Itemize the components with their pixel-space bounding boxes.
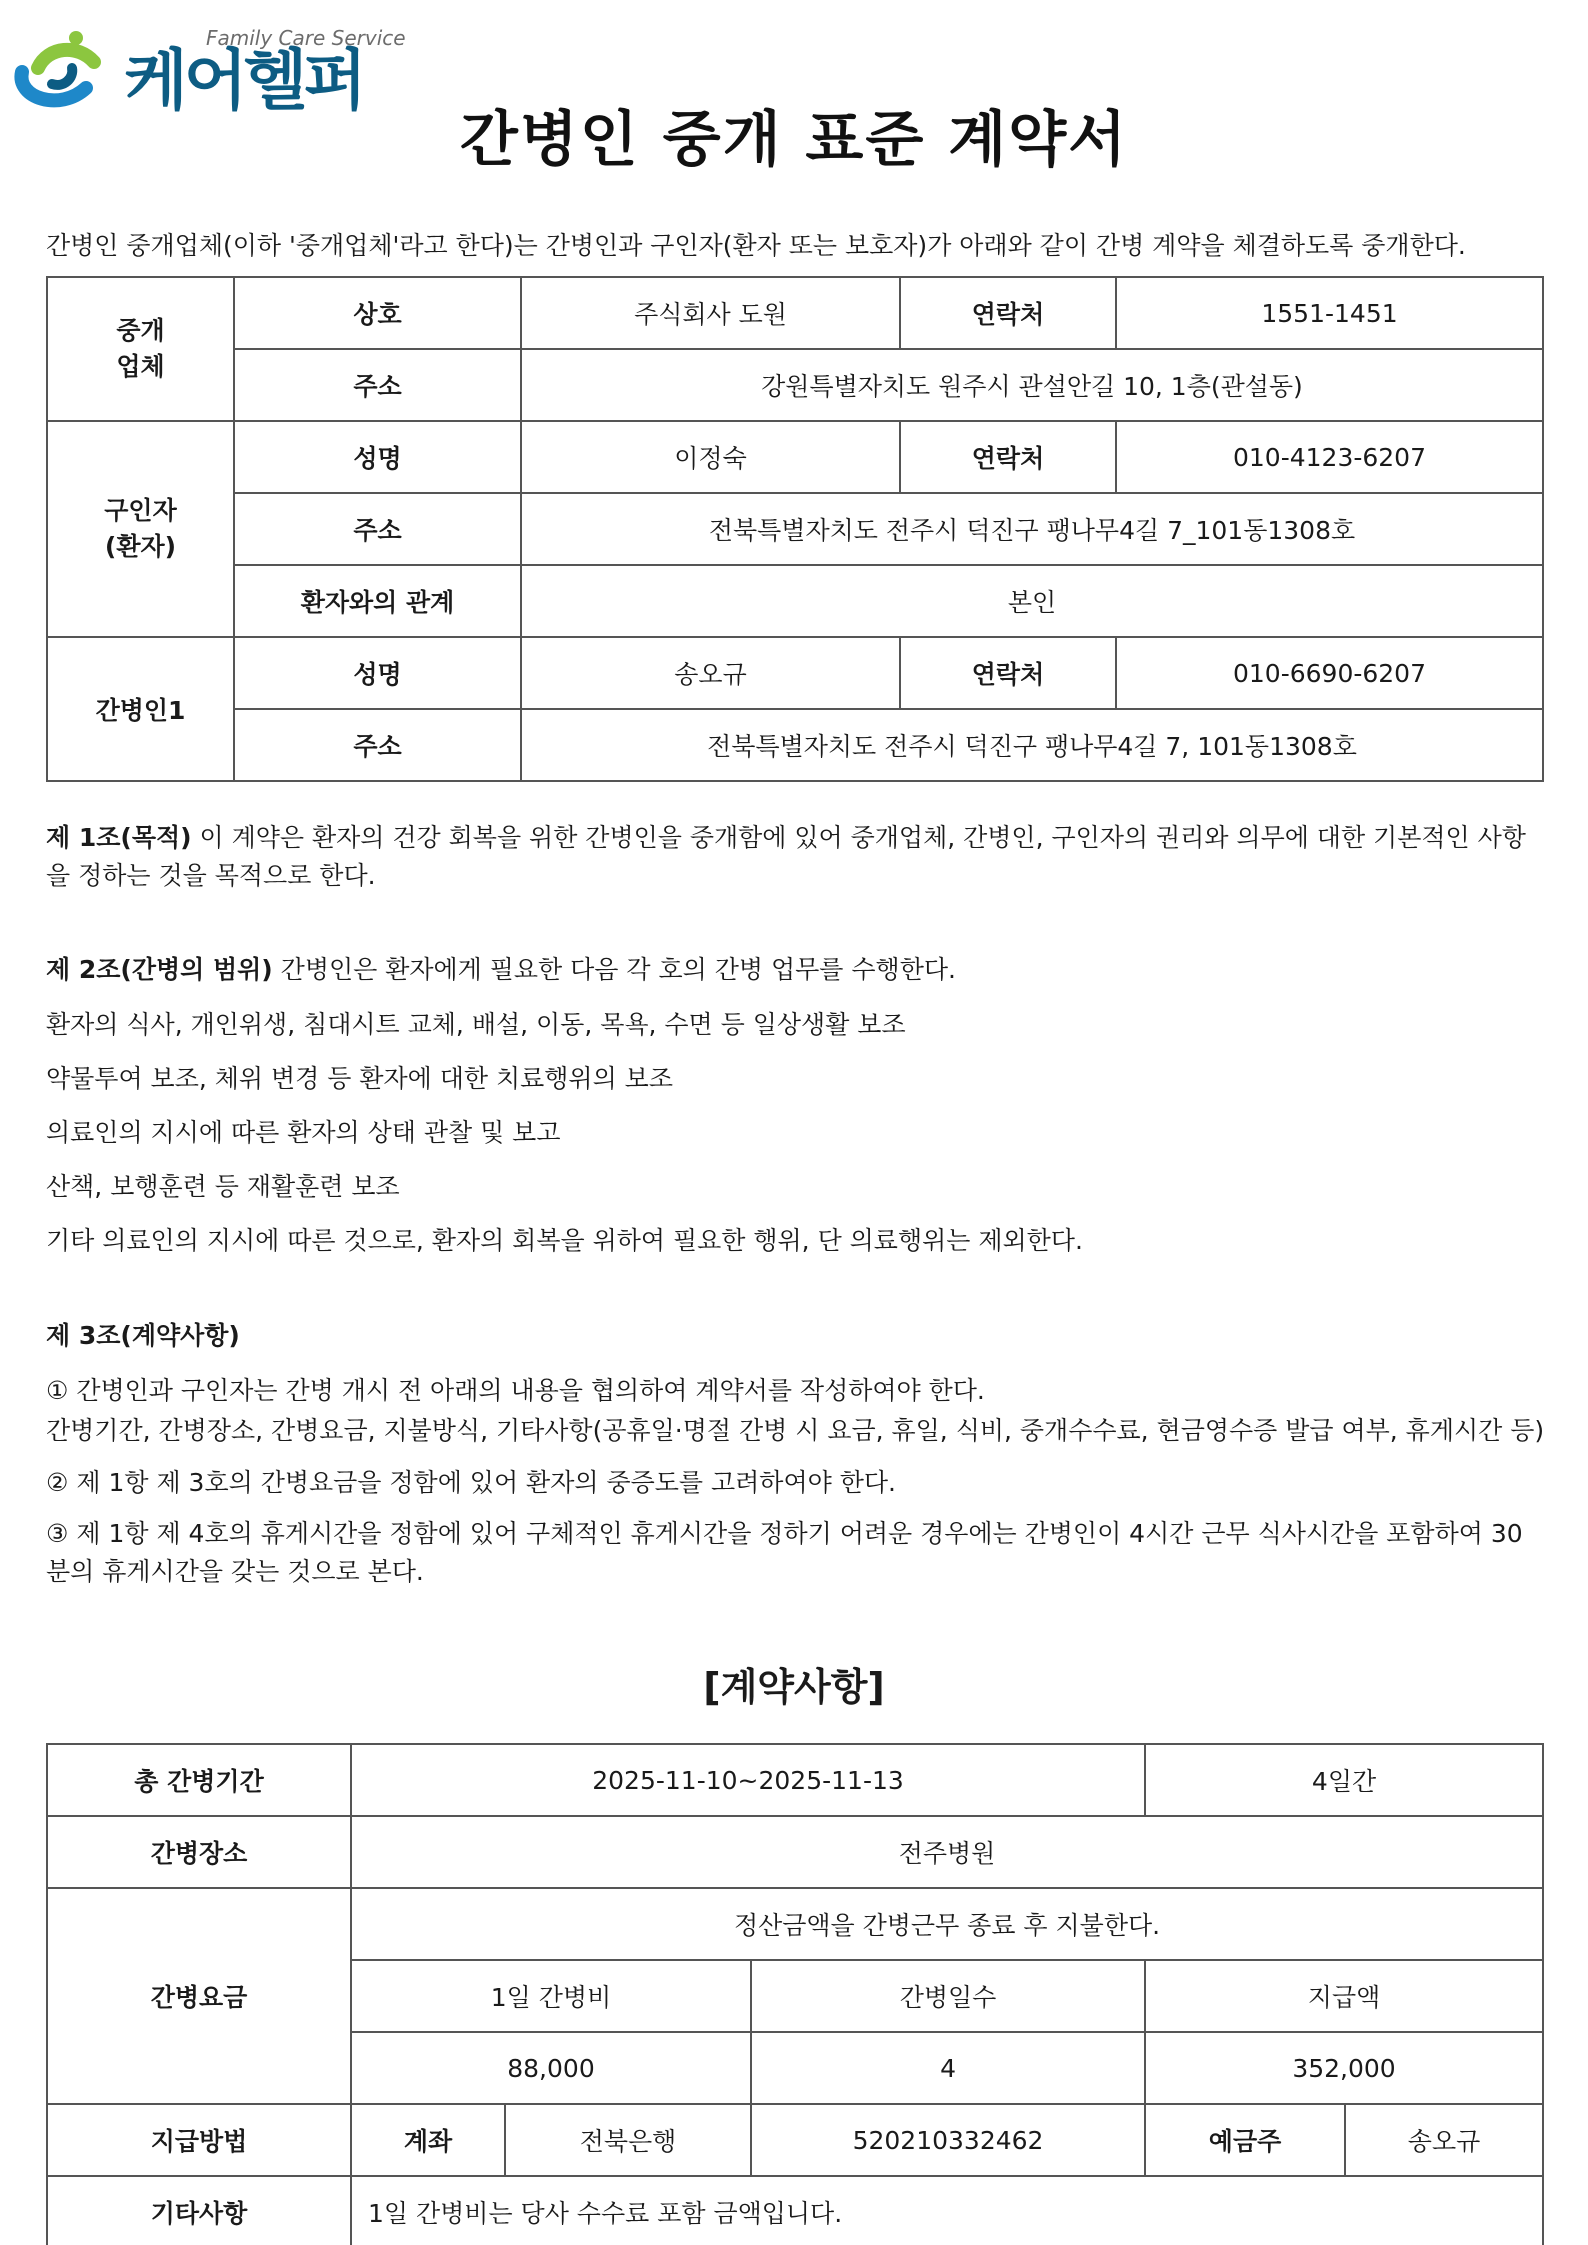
other-terms-row (47, 2176, 1543, 2245)
article-1 (46, 819, 1546, 895)
other-terms-value: 1일 간병비는 당사 수수료 포함 금액입니다. (351, 2176, 1543, 2245)
client-phone-label: 연락처 (900, 421, 1116, 493)
caregiver-address: 전북특별자치도 전주시 덕진구 팽나무4길 7, 101동1308호 (521, 709, 1543, 781)
fee-row-1 (47, 1888, 1543, 1960)
care-days-label: 간병일수 (751, 1960, 1145, 2032)
client-relation: 본인 (521, 565, 1543, 637)
client-name: 이정숙 (521, 421, 900, 493)
payment-amount-label: 지급액 (1145, 1960, 1543, 2032)
payment-method-label: 지급방법 (47, 2104, 351, 2176)
fee-note: 정산금액을 간병근무 종료 후 지불한다. (351, 1888, 1543, 1960)
article-2-text: 간병인은 환자에게 필요한 다음 각 호의 간병 업무를 수행한다. (272, 955, 956, 984)
article-1-heading: 제 1조(목적) (46, 823, 192, 852)
logo-brand-name: 케어헬퍼 (124, 42, 364, 119)
agency-group-label: 중개 업체 (47, 277, 234, 421)
article-2-heading: 제 2조(간병의 범위) (46, 955, 273, 984)
caregiver-phone: 010-6690-6207 (1116, 637, 1543, 709)
period-value: 2025-11-10~2025-11-13 (351, 1744, 1145, 1816)
agency-name-label: 상호 (234, 277, 521, 349)
client-phone: 010-4123-6207 (1116, 421, 1543, 493)
article-3-heading: 제 3조(계약사항) (46, 1321, 240, 1350)
account-label: 계좌 (351, 2104, 505, 2176)
caregiver-phone-label: 연락처 (900, 637, 1116, 709)
place-value: 전주병원 (351, 1816, 1543, 1888)
article-3-para-3: ③ 제 1항 제 4호의 휴게시간을 정함에 있어 구체적인 휴게시간을 정하기 어려운 경우에는 간병인이 4시간 근무 식사시간을 포함하여 30분의 휴게시간을 갖는 것으로 본다. (46, 1519, 1523, 1586)
caregiver-row-1 (47, 637, 1543, 709)
account-holder: 송오규 (1345, 2104, 1543, 2176)
care-days-value: 4 (751, 2032, 1145, 2104)
article-2-item-1: 환자의 식사, 개인위생, 침대시트 교체, 배설, 이동, 목욕, 수면 등 일상생활 보조 (46, 1010, 906, 1039)
account-number: 520210332462 (751, 2104, 1145, 2176)
client-address-label: 주소 (234, 493, 521, 565)
agency-address: 강원특별자치도 원주시 관설안길 10, 1층(관설동) (521, 349, 1543, 421)
caregiver-address-label: 주소 (234, 709, 521, 781)
contract-terms-table (46, 1743, 1544, 2245)
agency-phone: 1551-1451 (1116, 277, 1543, 349)
period-row (47, 1744, 1543, 1816)
agency-phone-label: 연락처 (900, 277, 1116, 349)
terms-section-title: [계약사항] (703, 1665, 885, 1709)
account-holder-label: 예금주 (1145, 2104, 1345, 2176)
place-row (47, 1816, 1543, 1888)
agency-row-2 (47, 349, 1543, 421)
client-group-label: 구인자 (환자) (47, 421, 234, 637)
article-2-item-3: 의료인의 지시에 따른 환자의 상태 관찰 및 보고 (46, 1118, 561, 1147)
period-days: 4일간 (1145, 1744, 1543, 1816)
caregiver-name-label: 성명 (234, 637, 521, 709)
logo-tagline: Family Care Service (206, 26, 406, 50)
article-2-item-4: 산책, 보행훈련 등 재활훈련 보조 (46, 1172, 400, 1201)
period-label: 총 간병기간 (47, 1744, 351, 1816)
client-row-2 (47, 493, 1543, 565)
intro-paragraph: 간병인 중개업체(이하 '중개업체'라고 한다)는 간병인과 구인자(환자 또는 보호자)가 아래와 같이 간병 계약을 체결하도록 중개한다. (46, 231, 1466, 260)
article-1-text: 이 계약은 환자의 건강 회복을 위한 간병인을 중개함에 있어 중개업체, 간병인, 구인자의 권리와 의무에 대한 기본적인 사항을 정하는 것을 목적으로 한다. (46, 823, 1526, 890)
payment-amount-value: 352,000 (1145, 2032, 1543, 2104)
payment-method-row (47, 2104, 1543, 2176)
agency-address-label: 주소 (234, 349, 521, 421)
article-3-para-1b: 간병기간, 간병장소, 간병요금, 지불방식, 기타사항(공휴일·명절 간병 시 요금, 휴일, 식비, 중개수수료, 현금영수증 발급 여부, 휴게시간 등) (46, 1416, 1545, 1445)
agency-name: 주식회사 도원 (521, 277, 900, 349)
bank-name: 전북은행 (505, 2104, 751, 2176)
client-address: 전북특별자치도 전주시 덕진구 팽나무4길 7_101동1308호 (521, 493, 1543, 565)
article-3-para-2: ② 제 1항 제 3호의 간병요금을 정함에 있어 환자의 중증도를 고려하여야 한다. (46, 1468, 896, 1497)
article-3-para-1: ① 간병인과 구인자는 간병 개시 전 아래의 내용을 협의하여 계약서를 작성하여야 한다. (46, 1376, 985, 1405)
client-name-label: 성명 (234, 421, 521, 493)
parties-table (46, 276, 1544, 782)
client-relation-label: 환자와의 관계 (234, 565, 521, 637)
place-label: 간병장소 (47, 1816, 351, 1888)
document-title: 간병인 중개 표준 계약서 (459, 105, 1129, 175)
fee-label: 간병요금 (47, 1888, 351, 2104)
daily-fee-label: 1일 간병비 (351, 1960, 751, 2032)
caregiver-row-2 (47, 709, 1543, 781)
agency-row-1 (47, 277, 1543, 349)
other-terms-label: 기타사항 (47, 2176, 351, 2245)
caregiver-group-label: 간병인1 (47, 637, 234, 781)
client-row-3 (47, 565, 1543, 637)
daily-fee-value: 88,000 (351, 2032, 751, 2104)
caregiver-name: 송오규 (521, 637, 900, 709)
client-row-1 (47, 421, 1543, 493)
article-2-item-5: 기타 의료인의 지시에 따른 것으로, 환자의 회복을 위하여 필요한 행위, 단 의료행위는 제외한다. (46, 1226, 1083, 1255)
article-2 (46, 951, 1546, 989)
article-2-item-2: 약물투여 보조, 체위 변경 등 환자에 대한 치료행위의 보조 (46, 1064, 673, 1093)
